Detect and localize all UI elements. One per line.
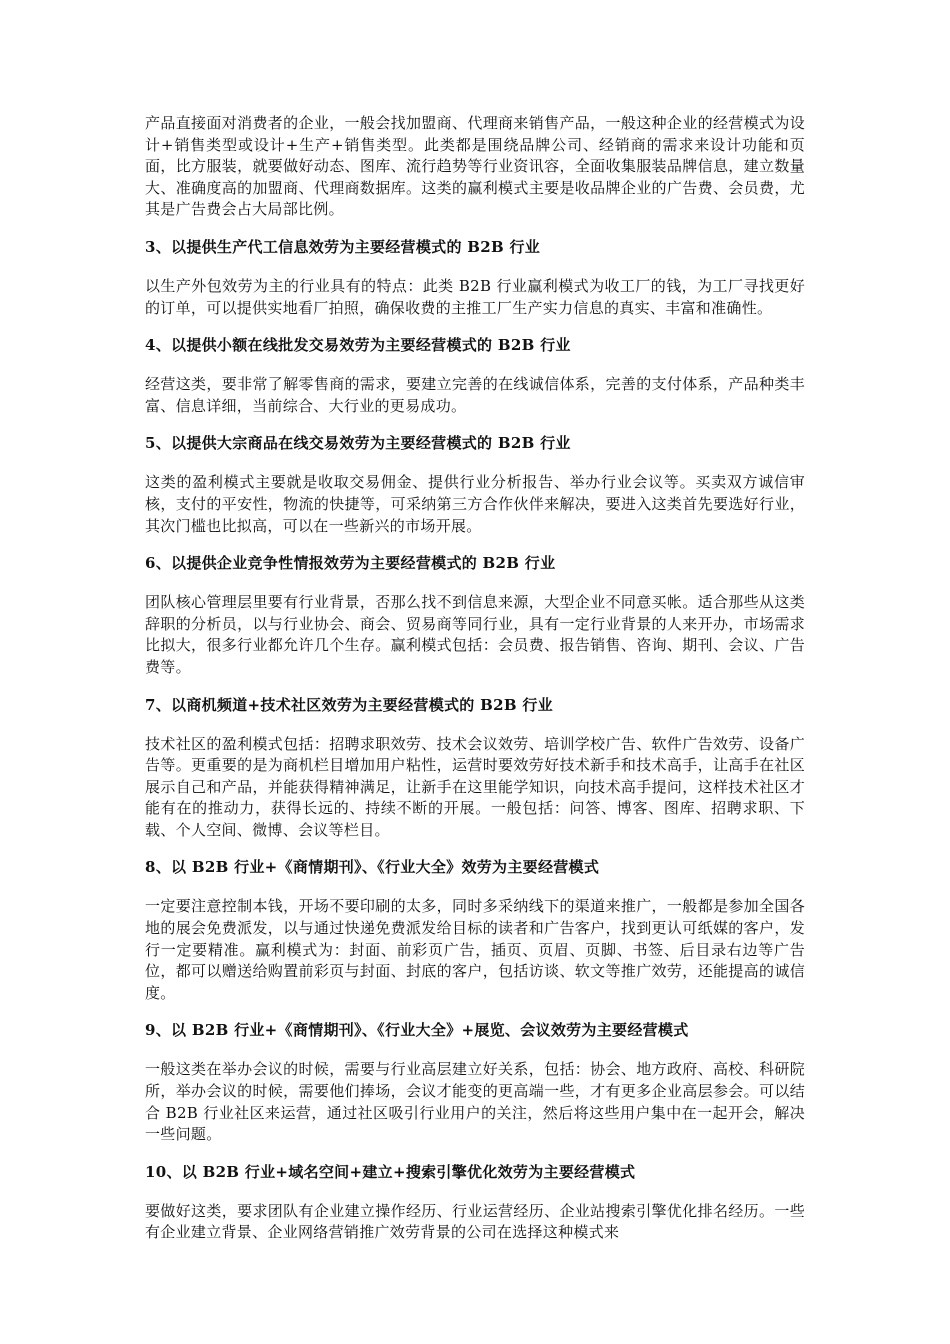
paragraph-5: 这类的盈利模式主要就是收取交易佣金、提供行业分析报告、举办行业会议等。买卖双方诚信审核，支付的平安性，物流的快捷等，可采纳第三方合作伙伴来解决，要进入这类首先要选好行业，其次门槛也比拟高，可以在一些新兴的市场开展。 <box>145 473 805 535</box>
section-heading-10: 10、以 B2B 行业+域名空间+建立+搜索引擎优化效劳为主要经营模式 <box>145 1162 636 1181</box>
section-heading-3: 3、以提供生产代工信息效劳为主要经营模式的 B2B 行业 <box>145 237 541 256</box>
section-heading-5: 5、以提供大宗商品在线交易效劳为主要经营模式的 B2B 行业 <box>145 434 571 453</box>
paragraph-9: 一般这类在举办会议的时候，需要与行业高层建立好关系，包括：协会、地方政府、高校、科研院所，举办会议的时候，需要他们捧场，会议才能变的更高端一些，才有更多企业高层参会。可以结合 B2B 行业社区来运营，通过社区吸引行业用户的关注，然后将这些用户集中在一起开会，解决一些问题。 <box>145 1060 805 1144</box>
section-heading-8: 8、以 B2B 行业+《商情期刊》、《行业大全》效劳为主要经营模式 <box>145 858 600 877</box>
paragraph-10: 要做好这类，要求团队有企业建立操作经历、行业运营经历、企业站搜索引擎优化排名经历。一些有企业建立背景、企业网络营销推广效劳背景的公司在选择这种模式来 <box>145 1201 805 1242</box>
section-heading-9: 9、以 B2B 行业+《商情期刊》、《行业大全》+展览、会议效劳为主要经营模式 <box>145 1021 689 1040</box>
section-heading-4: 4、以提供小额在线批发交易效劳为主要经营模式的 B2B 行业 <box>145 336 571 355</box>
paragraph-6: 团队核心管理层里要有行业背景，否那么找不到信息来源，大型企业不同意买帐。适合那些从这类辞职的分析员，以与行业协会、商会、贸易商等同行业，具有一定行业背景的人来开办，市场需求比拟大，很多行业都允许几个生存。赢利模式包括：会员费、报告销售、咨询、期刊、会议、广告费等。 <box>145 593 805 676</box>
paragraph-4: 经营这类，要非常了解零售商的需求，要建立完善的在线诚信体系，完善的支付体系，产品种类丰富、信息详细，当前综合、大行业的更易成功。 <box>145 375 805 415</box>
paragraph-7: 技术社区的盈利模式包括：招聘求职效劳、技术会议效劳、培训学校广告、软件广告效劳、设备广告等。更重要的是为商机栏目增加用户粘性，运营时要效劳好技术新手和技术高手，让高手在社区展示自己和产品，并能获得精神满足，让新手在这里能学知识，向技术高手提问，这样技术社区才能有在的推动力，获得长远的、持续不断的开展。一般包括：问答、博客、图库、招聘求职、下载、个人空间、微博、会议等栏目。 <box>145 734 805 839</box>
section-heading-7: 7、以商机频道+技术社区效劳为主要经营模式的 B2B 行业 <box>145 695 553 714</box>
document-page <box>145 113 805 1244</box>
section-heading-6: 6、以提供企业竞争性情报效劳为主要经营模式的 B2B 行业 <box>145 554 556 573</box>
paragraph-intro: 产品直接面对消费者的企业，一般会找加盟商、代理商来销售产品，一般这种企业的经营模式为设计+销售类型或设计+生产+销售类型。此类都是围绕品牌公司、经销商的需求来设计功能和页面，比方服装，就要做好动态、图库、流行趋势等行业资讯容，全面收集服装品牌信息，建立数量大、准确度高的加盟商、代理商数据库。这类的赢利模式主要是收品牌企业的广告费、会员费，尤其是广告费会占大局部比例。 <box>145 114 805 219</box>
paragraph-8: 一定要注意控制本钱，开场不要印刷的太多，同时多采纳线下的渠道来推广，一般都是参加全国各地的展会免费派发，以与通过快递免费派发给目标的读者和广告客户，找到更认可纸媒的客户，发行一定要精准。赢利模式为：封面、前彩页广告，插页、页眉、页脚、书签、后目录右边等广告位，都可以赠送给购置前彩页与封面、封底的客户，包括访谈、软文等推广效劳，还能提高的诚信度。 <box>145 897 805 1002</box>
paragraph-3: 以生产外包效劳为主的行业具有的特点：此类 B2B 行业赢利模式为收工厂的钱，为工厂寻找更好的订单，可以提供实地看厂拍照，确保收费的主推工厂生产实力信息的真实、丰富和准确性。 <box>145 276 805 317</box>
